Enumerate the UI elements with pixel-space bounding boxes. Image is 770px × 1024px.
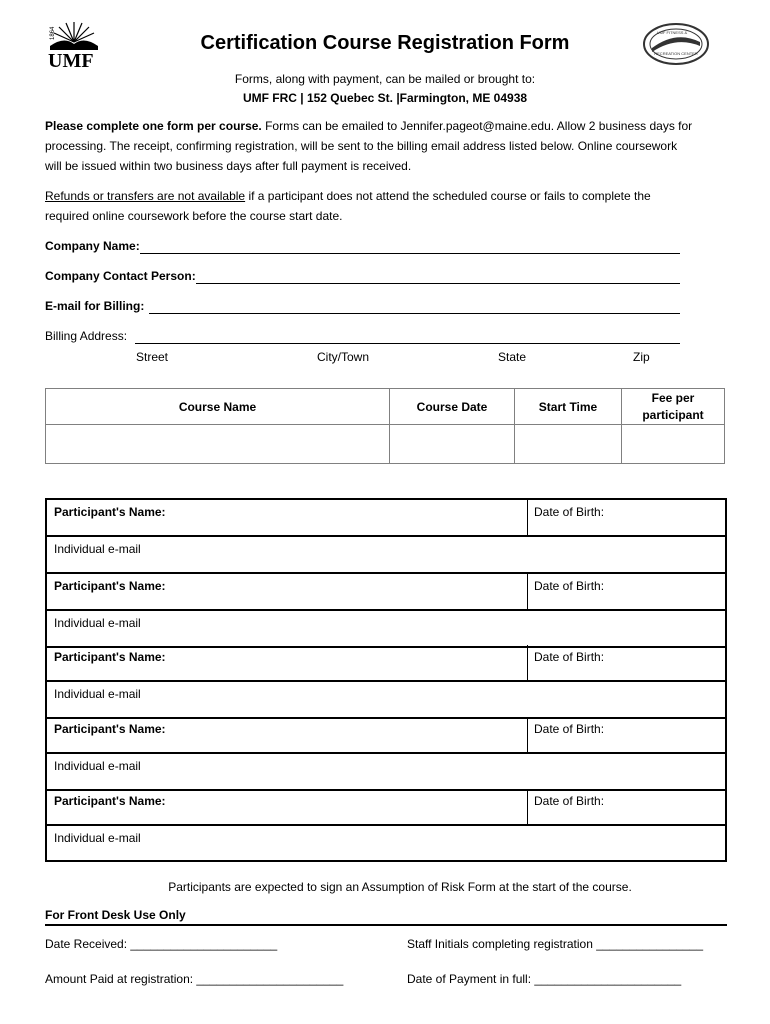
date-of-birth-label: Date of Birth: <box>534 650 605 664</box>
participant-1-name-row[interactable] <box>47 500 725 537</box>
front-desk-heading: For Front Desk Use Only <box>45 908 186 922</box>
svg-text:UMF FITNESS &: UMF FITNESS & <box>656 30 688 35</box>
date-of-birth-label: Date of Birth: <box>534 579 605 593</box>
participant-name-label: Participant's Name: <box>54 579 166 593</box>
refund-line-2: required online coursework before the course start date. <box>45 209 343 223</box>
participant-2-name-row[interactable] <box>47 574 725 611</box>
intro-line-2: processing. The receipt, confirming registration, will be sent to the billing email address listed below. Online coursework <box>45 139 678 153</box>
refund-line-1 <box>45 186 727 206</box>
participant-name-label: Participant's Name: <box>54 650 166 664</box>
participant-5-name-row[interactable] <box>47 789 725 826</box>
refund-line-1-rest: if a participant does not attend the scheduled course or fails to complete the <box>245 189 651 203</box>
address-street-label: Street <box>136 350 169 364</box>
billing-address-label: Billing Address: <box>45 329 128 343</box>
start-time-header: Start Time <box>515 389 622 425</box>
participant-2-email-row[interactable] <box>47 611 725 648</box>
company-name-field[interactable] <box>140 253 680 254</box>
fee-header: Fee per participant <box>622 389 725 425</box>
date-of-birth-label: Date of Birth: <box>534 722 605 736</box>
refund-paragraph <box>45 186 727 226</box>
course-name-header: Course Name <box>46 389 390 425</box>
course-date-header: Course Date <box>390 389 515 425</box>
fee-cell[interactable] <box>622 425 725 464</box>
course-date-cell[interactable] <box>390 425 515 464</box>
staff-initials-field[interactable]: Staff Initials completing registration ________________ <box>407 937 703 951</box>
intro-line-3: will be issued within two business days after full payment is received. <box>45 159 412 173</box>
course-table-header-row <box>46 389 725 425</box>
front-desk-divider <box>45 924 727 926</box>
intro-bold-lead: Please complete one form per course. <box>45 119 262 133</box>
date-of-birth-label: Date of Birth: <box>534 505 605 519</box>
participants-table <box>45 498 727 862</box>
svg-text:1864: 1864 <box>50 26 56 40</box>
svg-text:RECREATION CENTER: RECREATION CENTER <box>654 51 698 56</box>
column-divider <box>527 500 528 535</box>
billing-email-field[interactable] <box>149 313 680 314</box>
participant-1-email-row[interactable] <box>47 537 725 574</box>
column-divider <box>527 789 528 824</box>
participant-name-label: Participant's Name: <box>54 794 166 808</box>
intro-line-1 <box>45 116 727 136</box>
company-contact-field[interactable] <box>196 283 680 284</box>
course-table <box>45 388 725 464</box>
billing-email-label: E-mail for Billing: <box>45 299 145 313</box>
individual-email-label: Individual e-mail <box>54 542 141 556</box>
form-title: Certification Course Registration Form <box>200 32 570 54</box>
column-divider <box>527 574 528 609</box>
column-divider <box>527 645 528 680</box>
participant-name-label: Participant's Name: <box>54 505 166 519</box>
address-state-label: State <box>498 350 527 364</box>
billing-address-field[interactable] <box>135 343 680 344</box>
individual-email-label: Individual e-mail <box>54 759 141 773</box>
company-contact-label: Company Contact Person: <box>45 269 196 283</box>
participant-4-email-row[interactable] <box>47 754 725 791</box>
participant-5-email-row[interactable] <box>47 826 725 860</box>
individual-email-label: Individual e-mail <box>54 687 141 701</box>
address-city-label: City/Town <box>317 350 370 364</box>
date-of-birth-label: Date of Birth: <box>534 794 605 808</box>
mailing-instructions: Forms, along with payment, can be mailed or brought to: <box>234 72 536 86</box>
individual-email-label: Individual e-mail <box>54 831 141 845</box>
participant-3-name-row[interactable] <box>47 645 725 682</box>
column-divider <box>527 717 528 752</box>
intro-line-1-rest: Forms can be emailed to Jennifer.pageot@maine.edu. Allow 2 business days for <box>261 119 693 133</box>
umf-logo-text: UMF <box>48 50 94 72</box>
course-table-row <box>46 425 725 464</box>
participant-name-label: Participant's Name: <box>54 722 166 736</box>
date-received-field[interactable]: Date Received: ______________________ <box>45 937 278 951</box>
amount-paid-field[interactable]: Amount Paid at registration: ______________________ <box>45 972 344 986</box>
company-name-label: Company Name: <box>45 239 140 253</box>
individual-email-label: Individual e-mail <box>54 616 141 630</box>
participant-3-email-row[interactable] <box>47 682 725 719</box>
participant-4-name-row[interactable] <box>47 717 725 754</box>
course-name-cell[interactable] <box>46 425 390 464</box>
mailing-address: UMF FRC | 152 Quebec St. |Farmington, ME 04938 <box>242 91 528 105</box>
assumption-of-risk-note: Participants are expected to sign an Assumption of Risk Form at the start of the course. <box>168 880 632 894</box>
address-zip-label: Zip <box>633 350 650 364</box>
intro-paragraph <box>45 116 727 176</box>
start-time-cell[interactable] <box>515 425 622 464</box>
refund-underlined: Refunds or transfers are not available <box>45 189 246 203</box>
payment-date-field[interactable]: Date of Payment in full: ______________________ <box>407 972 682 986</box>
